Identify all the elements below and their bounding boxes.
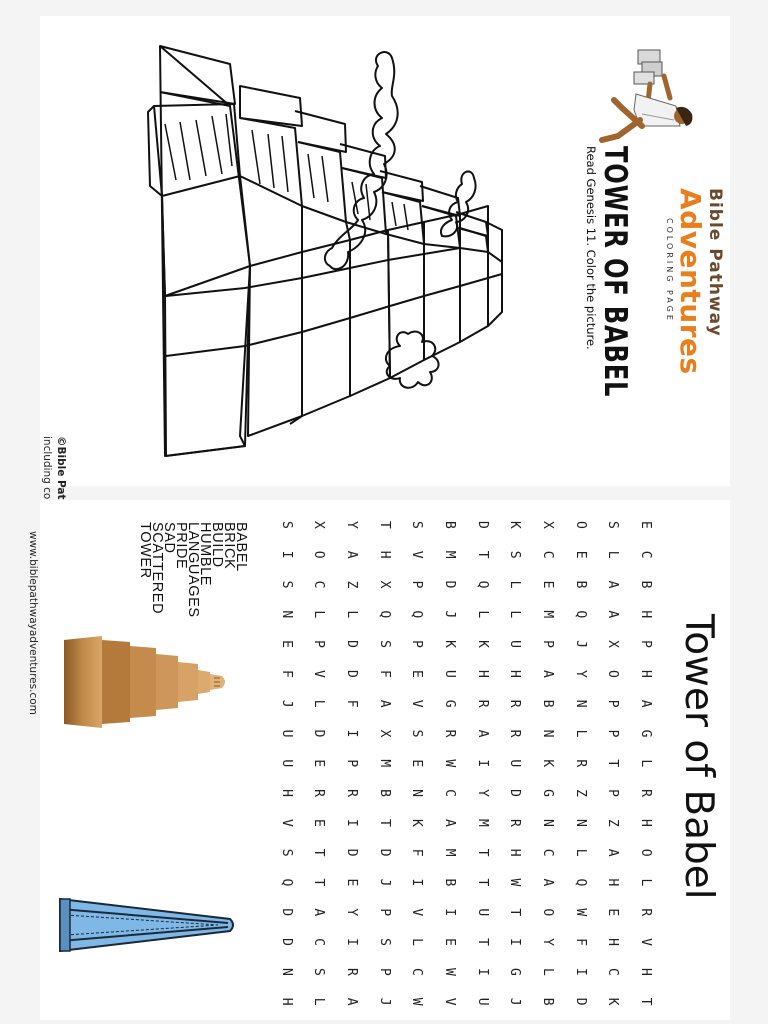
grid-letter: P [605,699,621,708]
grid-letter: D [343,640,359,648]
grid-letter: E [572,550,588,559]
grid-row [335,510,368,1017]
grid-letter: Y [343,908,359,917]
grid-letter: L [540,967,556,976]
grid-letter: D [474,520,490,529]
grid-letter: C [311,580,327,589]
grid-letter: P [605,729,621,738]
grid-letter: R [572,759,588,768]
grid-letter: Q [572,878,588,887]
grid-letter: E [638,520,654,529]
grid-letter: P [343,759,359,768]
tower-third-tier [295,111,346,152]
grid-letter: R [474,699,490,708]
grid-letter: K [442,640,458,648]
grid-letter: M [442,848,458,857]
grid-letter: R [343,967,359,976]
grid-letter: S [605,520,621,529]
grid-row [499,510,532,1017]
grid-letter: W [507,878,523,887]
word-search-grid [270,510,662,1017]
grid-letter: H [474,669,490,678]
grid-letter: D [311,729,327,738]
grid-letter: H [278,789,294,797]
grid-letter: E [540,580,556,589]
grid-letter: T [474,878,490,887]
grid-letter: X [605,640,621,648]
grid-letter: I [442,908,458,917]
word-search-sheet [40,500,730,1020]
grid-letter: T [376,818,392,827]
grid-letter: P [376,967,392,976]
grid-letter: C [638,550,654,559]
grid-letter: B [572,580,588,589]
instruction-text: Read Genesis 11. Color the picture. [584,146,598,350]
page-title: TOWER OF BABEL [597,146,633,398]
grid-letter: K [409,818,425,827]
grid-letter: Q [474,580,490,589]
grid-letter: L [311,699,327,708]
grid-letter: Y [474,789,490,797]
grid-letter: F [409,848,425,857]
grid-row [368,510,401,1017]
grid-row [629,510,662,1017]
grid-letter: V [442,997,458,1006]
grid-letter: D [507,789,523,797]
grid-letter: L [605,550,621,559]
grid-letter: J [376,878,392,887]
grid-letter: I [474,759,490,768]
grid-letter: A [605,848,621,857]
grid-letter: A [638,699,654,708]
grid-letter: R [311,789,327,797]
grid-letter: E [311,759,327,768]
grid-letter: X [311,520,327,529]
grid-letter: I [278,550,294,559]
grid-letter: O [605,669,621,678]
grid-letter: L [311,997,327,1006]
brand-main-text: Adventures [674,188,707,375]
grid-letter: A [343,997,359,1006]
grid-letter: R [638,789,654,797]
grid-letter: A [376,699,392,708]
grid-letter: S [278,580,294,589]
grid-letter: U [474,908,490,917]
grid-letter: A [311,908,327,917]
grid-letter: L [507,610,523,619]
grid-letter: O [311,550,327,559]
grid-letter: I [572,967,588,976]
grid-letter: J [507,997,523,1006]
grid-row [433,510,466,1017]
grid-letter: W [409,997,425,1006]
grid-letter: V [638,938,654,946]
grid-letter: N [278,967,294,976]
grid-letter: S [278,520,294,529]
grid-letter: D [442,580,458,589]
grid-letter: G [638,729,654,738]
grid-letter: S [376,938,392,946]
grid-letter: U [507,640,523,648]
grid-letter: H [638,967,654,976]
coloring-title-block [583,146,632,468]
grid-letter: B [540,699,556,708]
grid-row [466,510,499,1017]
grid-letter: G [442,699,458,708]
grid-letter: R [507,818,523,827]
grid-letter: P [311,640,327,648]
word-list-item: TOWER [137,522,153,579]
tower-base-tier [160,46,250,456]
grid-letter: M [376,759,392,768]
brand-logo [663,188,725,375]
grid-letter: Q [409,610,425,619]
grid-letter: H [605,938,621,946]
grid-letter: T [311,878,327,887]
grid-letter: B [442,520,458,529]
grid-letter: T [376,520,392,529]
grid-letter: E [278,640,294,648]
grid-letter: M [474,818,490,827]
grid-letter: N [572,818,588,827]
grid-letter: I [343,818,359,827]
grid-letter: R [442,729,458,738]
grid-letter: L [409,938,425,946]
ziggurat-icon [60,634,230,730]
grid-row [597,510,630,1017]
grid-letter: B [540,997,556,1006]
grid-letter: G [540,789,556,797]
grid-row [302,510,335,1017]
grid-letter: H [638,818,654,827]
brand-sub-text: COLORING PAGE [665,218,674,323]
grid-letter: L [311,610,327,619]
grid-letter: C [442,789,458,797]
striped-tower-icon [58,895,238,955]
grid-letter: T [507,908,523,917]
grid-letter: T [474,848,490,857]
grid-letter: L [507,580,523,589]
grid-letter: E [343,878,359,887]
grid-letter: V [409,908,425,917]
grid-letter: F [278,669,294,678]
grid-letter: U [507,759,523,768]
grid-letter: O [540,908,556,917]
grid-letter: C [409,967,425,976]
grid-letter: A [474,729,490,738]
grid-letter: T [474,550,490,559]
grid-letter: K [540,759,556,768]
grid-letter: Q [572,610,588,619]
grid-letter: H [507,848,523,857]
grid-letter: U [474,997,490,1006]
grid-letter: D [343,848,359,857]
grid-letter: Y [572,669,588,678]
grid-letter: R [507,729,523,738]
word-list-item: BRICK [221,522,237,570]
cloud-shape [386,332,439,388]
grid-letter: H [278,997,294,1006]
grid-letter: D [278,938,294,946]
word-list-item: SCATTERED [149,522,165,615]
grid-letter: E [409,759,425,768]
grid-letter: C [540,848,556,857]
grid-letter: W [572,908,588,917]
grid-letter: N [572,699,588,708]
word-list [137,522,249,618]
grid-letter: O [572,520,588,529]
grid-letter: M [540,610,556,619]
word-list-item: LANGUAGES [185,522,201,618]
grid-letter: L [638,878,654,887]
grid-row [401,510,434,1017]
grid-letter: V [311,669,327,678]
grid-letter: J [442,610,458,619]
grid-letter: K [605,997,621,1006]
grid-letter: C [605,967,621,976]
grid-letter: A [605,610,621,619]
grid-letter: I [507,938,523,946]
grid-letter: V [409,699,425,708]
grid-letter: C [540,550,556,559]
grid-letter: I [474,967,490,976]
word-list-item: HUMBLE [197,522,213,587]
grid-letter: N [540,818,556,827]
grid-letter: L [638,759,654,768]
grid-letter: Z [343,580,359,589]
grid-letter: N [409,789,425,797]
grid-letter: Y [540,938,556,946]
grid-letter: E [605,908,621,917]
grid-letter: K [474,640,490,648]
grid-row [270,510,303,1017]
grid-letter: G [507,967,523,976]
grid-letter: D [376,848,392,857]
grid-letter: S [507,550,523,559]
word-list-item: BABEL [233,522,249,572]
grid-letter: U [278,729,294,738]
grid-letter: B [638,580,654,589]
grid-letter: H [507,669,523,678]
grid-letter: D [343,669,359,678]
grid-letter: V [409,550,425,559]
grid-letter: A [540,669,556,678]
grid-letter: S [376,640,392,648]
grid-letter: R [638,908,654,917]
grid-letter: B [376,789,392,797]
grid-letter: T [605,759,621,768]
grid-letter: I [409,878,425,887]
grid-letter: W [442,759,458,768]
credit-line-3: www.biblepathwayadventures.com [27,531,39,715]
grid-letter: T [638,997,654,1006]
grid-letter: R [507,699,523,708]
grid-letter: U [442,669,458,678]
word-list-item: BUILD [209,522,225,568]
grid-letter: Q [376,610,392,619]
grid-letter: F [572,938,588,946]
grid-letter: A [605,580,621,589]
grid-letter: K [507,520,523,529]
grid-row [564,510,597,1017]
grid-letter: S [278,848,294,857]
grid-letter: D [278,908,294,917]
grid-letter: H [638,669,654,678]
grid-letter: P [638,640,654,648]
grid-letter: C [311,938,327,946]
grid-letter: H [605,878,621,887]
grid-letter: E [442,938,458,946]
grid-letter: Q [278,878,294,887]
grid-letter: M [442,550,458,559]
grid-letter: H [376,550,392,559]
grid-letter: P [376,908,392,917]
grid-letter: L [343,610,359,619]
grid-letter: L [572,848,588,857]
grid-letter: O [638,848,654,857]
grid-letter: B [442,878,458,887]
grid-letter: N [540,729,556,738]
grid-letter: X [376,580,392,589]
word-search-title [676,614,720,900]
grid-letter: T [311,848,327,857]
grid-letter: P [409,580,425,589]
grid-letter: I [343,938,359,946]
grid-letter: L [572,729,588,738]
grid-letter: I [343,729,359,738]
grid-letter: A [442,818,458,827]
grid-letter: S [409,520,425,529]
grid-letter: Z [605,818,621,827]
grid-letter: E [409,669,425,678]
grid-letter: V [278,818,294,827]
grid-letter: S [409,729,425,738]
grid-letter: P [409,640,425,648]
grid-letter: Y [343,520,359,529]
grid-letter: W [442,967,458,976]
word-list-item: SAD [161,522,177,554]
grid-letter: N [278,610,294,619]
grid-letter: X [540,520,556,529]
grid-letter: Z [572,789,588,797]
grid-letter: D [572,997,588,1006]
word-list-item: PRIDE [173,522,189,570]
grid-letter: L [474,610,490,619]
grid-row [531,510,564,1017]
grid-letter: S [311,967,327,976]
grid-letter: A [343,550,359,559]
grid-letter: J [278,699,294,708]
grid-letter: R [343,789,359,797]
grid-letter: F [376,669,392,678]
grid-letter: H [638,610,654,619]
grid-letter: P [540,640,556,648]
grid-letter: F [343,699,359,708]
grid-letter: E [311,818,327,827]
grid-letter: J [572,640,588,648]
grid-letter: X [376,729,392,738]
word-search-title-text: Tower of Babel [676,614,721,900]
grid-letter: U [278,759,294,768]
brand-top-text: Bible Pathway [705,188,725,337]
grid-letter: P [605,789,621,797]
grid-letter: T [474,938,490,946]
grid-letter: A [540,878,556,887]
grid-letter: J [376,997,392,1006]
man-carrying-bricks-illustration [578,44,703,154]
